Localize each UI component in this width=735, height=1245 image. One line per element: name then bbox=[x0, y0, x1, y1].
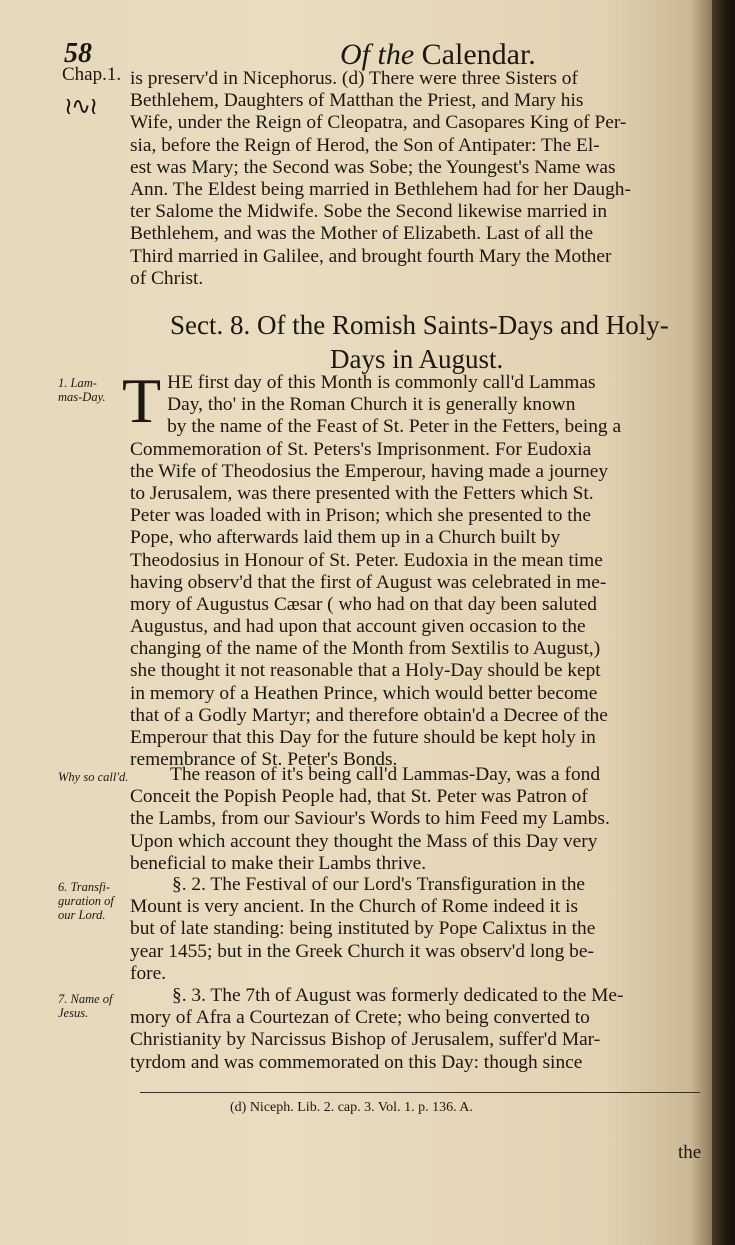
text-line: beneficial to make their Lambs thrive. bbox=[130, 852, 427, 874]
text-line: remembrance of St. Peter's Bonds. bbox=[130, 749, 398, 771]
text-line: Third married in Galilee, and brought fourth Mary the Mother bbox=[130, 245, 612, 267]
text-line: fore. bbox=[130, 962, 167, 984]
text-line: Mount is very ancient. In the Church of Rome indeed it is bbox=[130, 896, 579, 918]
text-line: is preserv'd in Nicephorus. (d) There were three Sisters of bbox=[130, 68, 578, 89]
drop-cap: T bbox=[122, 365, 162, 436]
text-line: having observ'd that the first of August was celebrated in me- bbox=[130, 571, 607, 593]
text-line: §. 2. The Festival of our Lord's Transfiguration in the bbox=[172, 874, 585, 895]
name-of-jesus-paragraph bbox=[130, 985, 712, 1074]
text-line: Conceit the Popish People had, that St. Peter was Patron of bbox=[130, 786, 588, 808]
footnote: (d) Niceph. Lib. 2. cap. 3. Vol. 1. p. 136. A. bbox=[230, 1100, 473, 1115]
text-line: she thought it not reasonable that a Holy-Day should be kept bbox=[130, 660, 601, 682]
chapter-label: Chap.1. bbox=[62, 64, 122, 85]
section-heading-line2: Days in August. bbox=[330, 344, 504, 374]
margin-note-transfiguration: 6. Transfi- guration of our Lord. bbox=[58, 880, 114, 922]
book-gutter-edge bbox=[712, 0, 735, 1245]
text-line: that of a Godly Martyr; and therefore obtain'd a Decree of the bbox=[130, 704, 608, 726]
footnote-rule bbox=[140, 1092, 700, 1093]
text-line: mory of Afra a Courtezan of Crete; who being converted to bbox=[130, 1007, 590, 1029]
text-line: HE first day of this Month is commonly call'd Lammas bbox=[167, 372, 596, 393]
lammas-paragraph bbox=[122, 365, 712, 771]
text-line: Peter was loaded with in Prison; which she presented to the bbox=[130, 505, 591, 527]
page-number: 58 bbox=[64, 38, 92, 69]
text-line: to Jerusalem, was there presented with the Fetters which St. bbox=[130, 482, 594, 504]
why-paragraph bbox=[130, 764, 712, 875]
text-line: Wife, under the Reign of Cleopatra, and Casopares King of Per- bbox=[130, 112, 627, 134]
text-line: Augustus, and had upon that account given occasion to the bbox=[130, 616, 586, 638]
text-line: Theodosius in Honour of St. Peter. Eudoxia in the mean time bbox=[130, 549, 603, 571]
section-heading-line1: Sect. 8. Of the Romish Saints-Days and Holy- bbox=[170, 310, 669, 340]
text-line: the Wife of Theodosius the Emperour, having made a journey bbox=[130, 460, 609, 482]
intro-paragraph bbox=[130, 68, 712, 290]
margin-note-lammas: 1. Lam- mas-Day. bbox=[58, 376, 106, 404]
text-line: Bethlehem, Daughters of Matthan the Priest, and Mary his bbox=[130, 90, 584, 112]
text-line: sia, before the Reign of Herod, the Son of Antipater: The El- bbox=[130, 134, 600, 156]
text-line: the Lambs, from our Saviour's Words to him Feed my Lambs. bbox=[130, 808, 610, 830]
text-line: Day, tho' in the Roman Church it is generally known bbox=[167, 394, 576, 416]
running-title-italic: Of the bbox=[340, 38, 415, 71]
transfiguration-paragraph bbox=[130, 874, 712, 985]
text-line: Upon which account they thought the Mass of this Day very bbox=[130, 830, 598, 852]
text-line: of Christ. bbox=[130, 267, 204, 289]
text-line: Ann. The Eldest being married in Bethlehem had for her Daugh- bbox=[130, 178, 631, 200]
running-title-roman: Calendar. bbox=[421, 38, 536, 71]
text-line: by the name of the Feast of St. Peter in the Fetters, being a bbox=[167, 416, 622, 438]
text-line: but of late standing: being instituted by Pope Calixtus in the bbox=[130, 918, 596, 940]
margin-note-name-of-jesus: 7. Name of Jesus. bbox=[58, 992, 113, 1020]
text-line: mory of Augustus Cæsar ( who had on that day been saluted bbox=[130, 593, 597, 615]
text-line: The reason of it's being call'd Lammas-Day, was a fond bbox=[170, 764, 601, 785]
text-line: year 1455; but in the Greek Church it was observ'd long be- bbox=[130, 940, 594, 962]
catchword: the bbox=[678, 1142, 702, 1163]
text-line: §. 3. The 7th of August was formerly dedicated to the Me- bbox=[172, 985, 624, 1006]
text-line: ter Salome the Midwife. Sobe the Second likewise married in bbox=[130, 201, 608, 223]
text-line: Commemoration of St. Peters's Imprisonment. For Eudoxia bbox=[130, 438, 592, 460]
text-line: est was Mary; the Second was Sobe; the Youngest's Name was bbox=[130, 156, 616, 178]
text-line: Christianity by Narcissus Bishop of Jerusalem, suffer'd Mar- bbox=[130, 1029, 601, 1051]
ornament-icon: ≀∿≀ bbox=[64, 94, 97, 120]
text-line: changing of the name of the Month from Sextilis to August,) bbox=[130, 638, 601, 660]
text-line: tyrdom and was commemorated on this Day: though since bbox=[130, 1051, 583, 1073]
running-title bbox=[340, 38, 536, 72]
text-line: in memory of a Heathen Prince, which would better become bbox=[130, 682, 598, 704]
section-heading bbox=[170, 308, 710, 376]
text-line: Pope, who afterwards laid them up in a Church built by bbox=[130, 527, 561, 549]
text-line: Bethlehem, and was the Mother of Elizabeth. Last of all the bbox=[130, 223, 594, 245]
text-line: Emperour that this Day for the future should be kept holy in bbox=[130, 727, 596, 748]
margin-note-why: Why so call'd. bbox=[58, 770, 129, 784]
